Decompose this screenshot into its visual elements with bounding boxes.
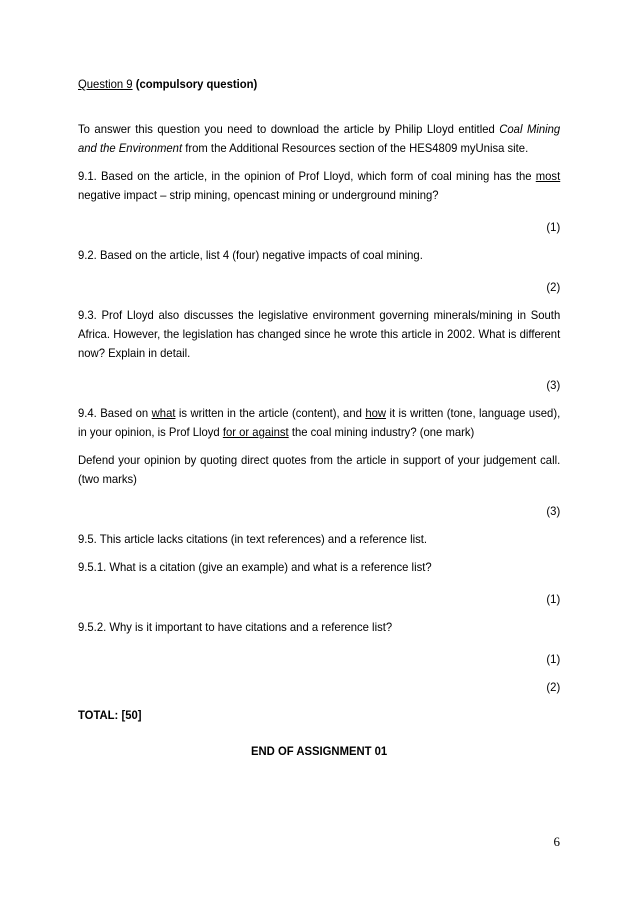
mark-9-5-2-b: (2) xyxy=(546,680,561,694)
page-content xyxy=(78,72,560,761)
mark-9-1: (1) xyxy=(546,220,561,234)
page-number: 6 xyxy=(553,834,560,849)
mark-9-5-1: (1) xyxy=(546,592,561,606)
end-of-assignment: END OF ASSIGNMENT 01 xyxy=(250,744,388,758)
question-9-5: 9.5. This article lacks citations (in text references) and a reference list. xyxy=(78,532,428,546)
question-note: (compulsory question) xyxy=(132,77,258,91)
question-9-5-1: 9.5.1. What is a citation (give an example) and what is a reference list? xyxy=(78,560,432,574)
mark-9-4: (3) xyxy=(546,504,561,518)
total-marks: TOTAL: [50] xyxy=(78,708,142,722)
mark-9-2: (2) xyxy=(546,280,561,294)
question-9-5-2: 9.5.2. Why is it important to have citations and a reference list? xyxy=(78,620,393,634)
question-label: Question 9 xyxy=(78,77,133,91)
question-9-4-defend: Defend your opinion by quoting direct quotes from the article in support of your judgement call. (two marks) xyxy=(78,453,561,486)
mark-9-5-2-a: (1) xyxy=(546,652,561,666)
article-title: Coal Mining and the Environment xyxy=(78,122,561,155)
intro-paragraph: To answer this question you need to download the article by Philip Lloyd entitled Coal Mining and the Environment from the Additional Resources section of the HES4809 myUnisa site. xyxy=(78,122,561,155)
question-9-1: 9.1. Based on the article, in the opinion of Prof Lloyd, which form of coal mining has the most negative impact – strip mining, opencast mining or underground mining? xyxy=(78,169,561,202)
question-9-2: 9.2. Based on the article, list 4 (four) negative impacts of coal mining. xyxy=(78,248,423,262)
question-9-3: 9.3. Prof Lloyd also discusses the legislative environment governing minerals/mining in South Africa. However, the legislation has changed since he wrote this article in 2002. What is different now? Explain in detail. xyxy=(78,308,561,360)
mark-9-3: (3) xyxy=(546,378,561,392)
question-9-4: 9.4. Based on what is written in the article (content), and how it is written (tone, language used), in your opinion, is Prof Lloyd for or against the coal mining industry? (one mark) xyxy=(78,406,561,439)
question-heading xyxy=(78,75,560,94)
